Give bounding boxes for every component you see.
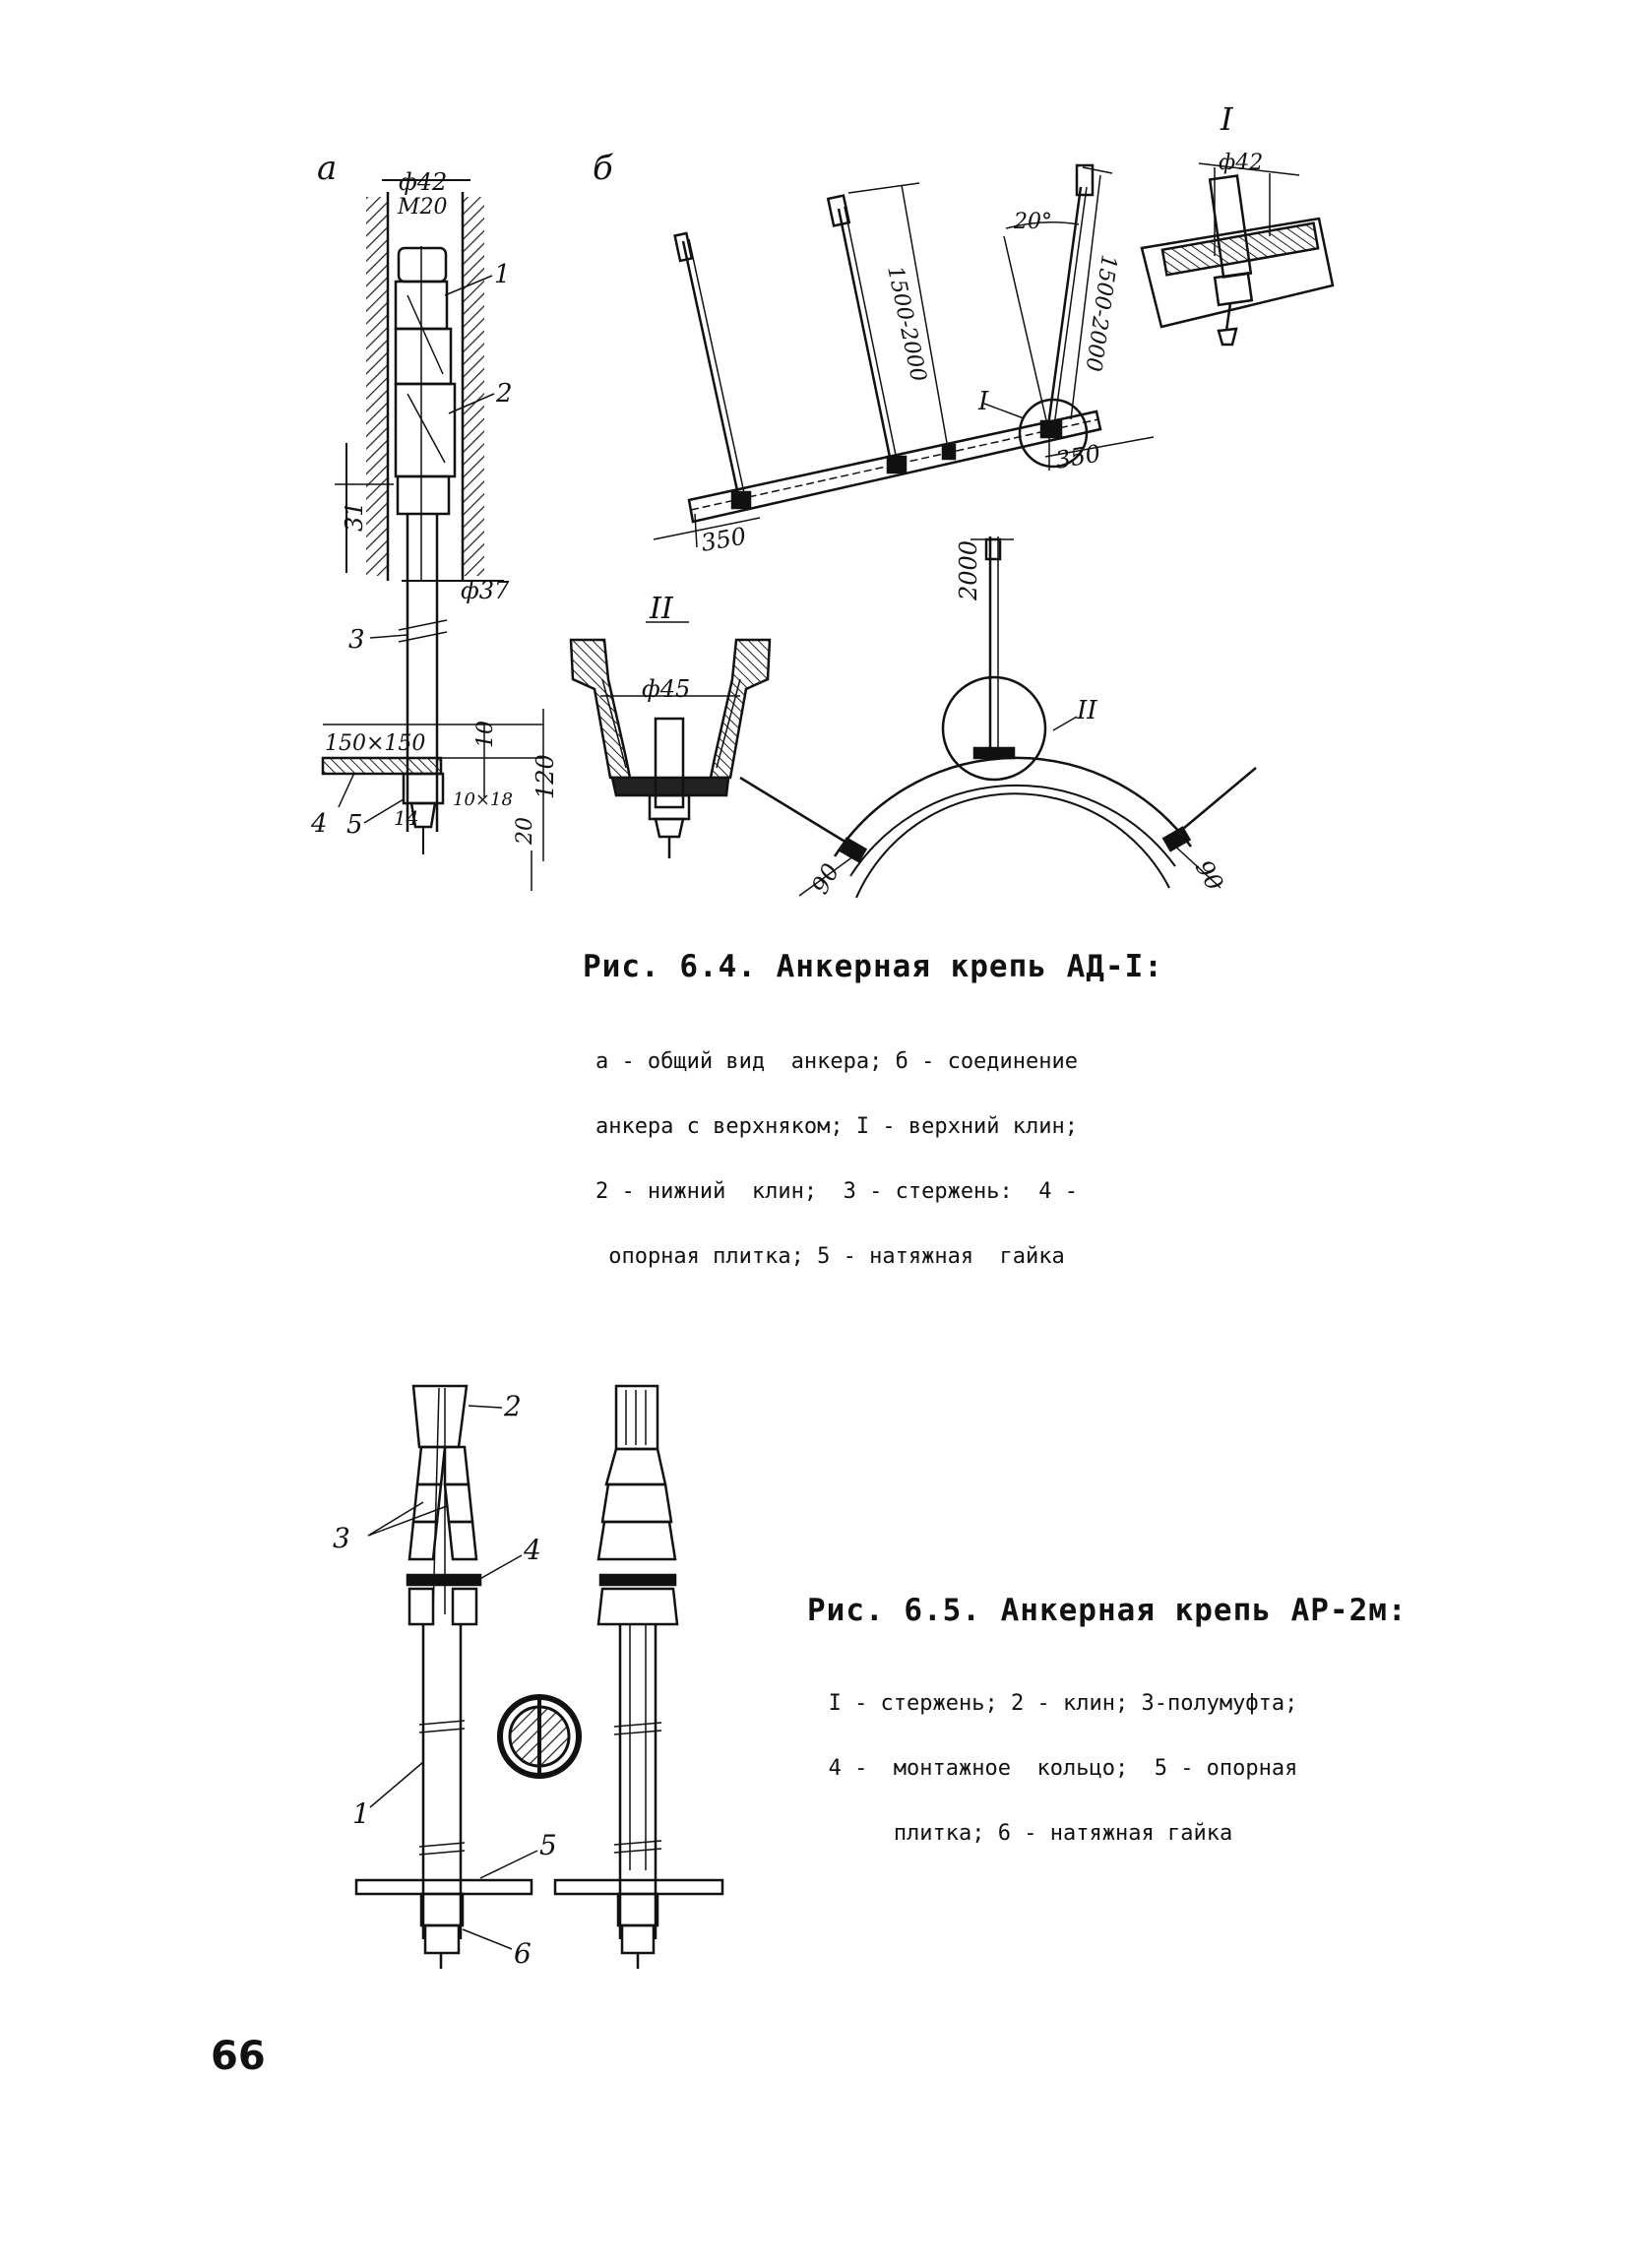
panel-a-label: а: [317, 149, 338, 188]
fig65-anchor-section: [333, 1386, 557, 1970]
fig64-title: Рис. 6.4. Анкерная крепь АД-I:: [583, 949, 1163, 984]
dim-10: 10: [473, 721, 498, 748]
dim-d42-a: ф42: [399, 168, 448, 196]
fig64-legend-line: 2 - нижний клин; 3 - стержень: 4 -: [595, 1179, 1079, 1204]
dim-plate: 150×150: [325, 731, 426, 756]
detail-I-label: I: [1221, 100, 1233, 138]
fig65-anchor-exterior: [555, 1386, 722, 1969]
dim-span-2: 1500-2000: [1080, 253, 1121, 373]
detail-II-dim: ф45: [642, 675, 691, 703]
arch-dim-left: 90: [805, 858, 845, 899]
fig65-callout-3: 3: [333, 1522, 350, 1554]
dim-m20: М20: [398, 195, 448, 220]
fig64-legend-line: а - общий вид анкера; б - соединение: [595, 1049, 1079, 1074]
callout-a-2: 2: [496, 379, 513, 409]
panel-b-label: б: [593, 149, 613, 188]
dim-gap-left: 350: [699, 522, 749, 557]
fig65-callout-2: 2: [504, 1390, 522, 1422]
fig65-legend-line: I - стержень; 2 - клин; 3-полумуфта;: [828, 1691, 1298, 1716]
dim-d37: ф37: [461, 577, 510, 604]
detail-II-label: II: [650, 592, 673, 626]
dim-20: 20: [513, 817, 537, 845]
dim-31: 31: [341, 501, 368, 532]
fig65-legend: [797, 1650, 1329, 1866]
fig65-title: Рис. 6.5. Анкерная крепь АР-2м:: [807, 1593, 1408, 1628]
panel-a-anchor-view: [310, 149, 559, 891]
detail-ref-I: I: [978, 387, 989, 416]
fig64-legend: [591, 1008, 1083, 1290]
dim-10x18: 10×18: [453, 789, 513, 810]
callout-a-1: 1: [494, 260, 511, 289]
fig65-callout-6: 6: [514, 1937, 532, 1970]
fig65-callout-4: 4: [524, 1534, 541, 1566]
callout-a-5: 5: [346, 810, 363, 840]
callout-a-3: 3: [348, 625, 365, 655]
dim-span-1: 1500-2000: [882, 264, 931, 385]
callout-a-4: 4: [311, 809, 328, 839]
arch-view: [740, 536, 1256, 899]
fig65-callout-1: 1: [352, 1797, 370, 1830]
fig65-cross-section: [500, 1697, 579, 1776]
dim-angle: 20°: [1014, 210, 1052, 234]
fig65-legend-line: 4 - монтажное кольцо; 5 - опорная: [828, 1756, 1298, 1781]
panel-b-connection-view: [593, 149, 1154, 557]
arch-detail-ref: II: [1077, 696, 1097, 725]
dim-gap-right: 350: [1053, 439, 1103, 474]
arch-dim-height: 2000: [955, 539, 982, 600]
fig65-callout-5: 5: [539, 1829, 557, 1861]
detail-I-view: [1142, 100, 1333, 345]
fig64-legend-line: анкера с верхняком; I - верхний клин;: [595, 1114, 1079, 1139]
fig64-legend-line: опорная плитка; 5 - натяжная гайка: [608, 1244, 1065, 1269]
dim-120: 120: [532, 754, 559, 799]
arch-dim-right: 90: [1189, 855, 1229, 896]
dim-14: 14: [394, 806, 419, 830]
fig65-legend-line: плитка; 6 - натяжная гайка: [893, 1821, 1233, 1846]
detail-II-view: [571, 592, 770, 858]
detail-I-dim: ф42: [1219, 151, 1264, 175]
page-number: 66: [211, 2034, 266, 2079]
